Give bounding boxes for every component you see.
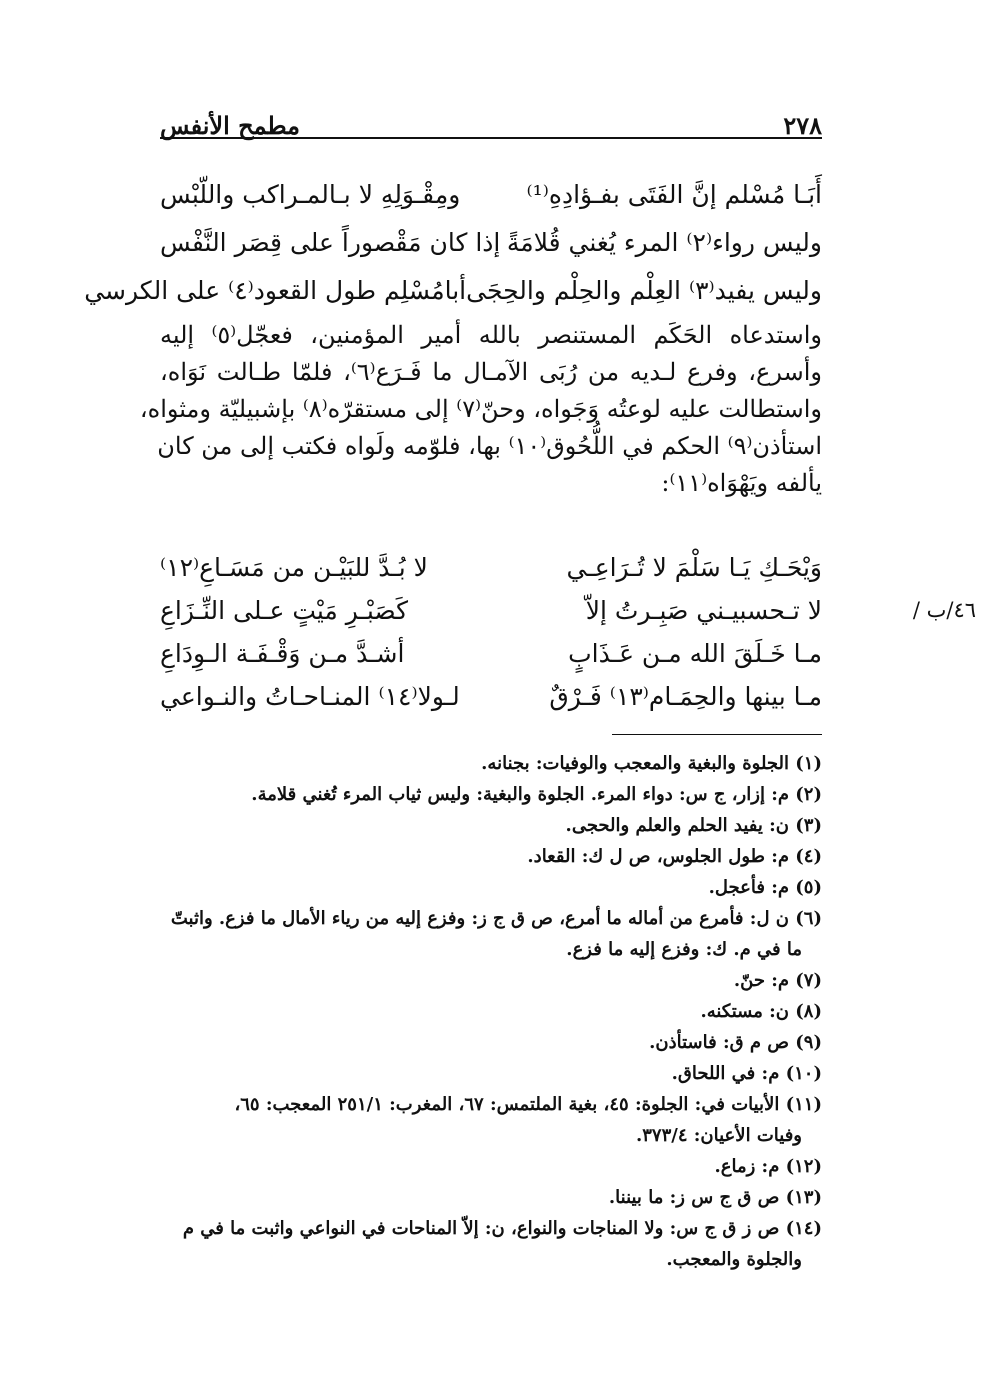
footnote: (٩) ص م ق: فاستأذن.: [649, 1032, 822, 1053]
footnote: (٥) م: فأعجل.: [708, 877, 822, 898]
prose-line: يألفه ويَهْوَاه⁽١١⁾:: [661, 469, 822, 497]
verse-line: [84, 276, 822, 324]
verse-second-hemistich: ومِقْـوَلِهِ لا بـالمـراكب واللّبْس: [160, 180, 461, 209]
verse-first-hemistich: وَيْحَـكِ يَـا سَلْمَ لا تُـرَاعِـي: [566, 553, 822, 582]
footnote: (٧) م: حنّ.: [733, 970, 822, 991]
footnote: (٨) ن: مستكنه.: [700, 1001, 822, 1022]
verse-second-hemistich: لا بُـدَّ للبَيْـن من مَسَـاعِ⁽١٢⁾: [160, 553, 428, 582]
prose-paragraph: [139, 321, 822, 506]
footnote-text: (١١) الأبيات في: الجلوة: ٤٥، بغية الملتمس: ٦٧، المغرب: ٢٥١/١ المعجب: ٦٥،: [234, 1094, 822, 1115]
verse-second-hemistich: أشـدَّ مـن وَقْـفَـة الـوِدَاعِ: [160, 639, 405, 668]
footnote: (٤) م: طول الجلوس، ص ل ك: القعاد.: [527, 846, 822, 867]
footnote: [160, 1213, 822, 1275]
footnote: (١) الجلوة والبغية والمعجب والوفيات: بجنانه.: [481, 753, 822, 774]
verse-line: [160, 596, 822, 639]
page-header: [160, 100, 822, 140]
verse-first-hemistich: مـا بينها والحِمَـام⁽١٣⁾ فَـرْقٌ: [549, 682, 822, 711]
footnote-continuation: ما في م. ك: وفزع إليه ما فزع.: [566, 939, 802, 960]
footnote: [160, 903, 822, 965]
verses-bottom: [160, 553, 822, 725]
header-rule: [160, 137, 822, 139]
footnote-text: (٦) ن ل: فأمرع من أماله ما أمرع، ص ق ج ز: وفزع إليه من رياء الأمال ما فزع. واثبتّ: [170, 908, 822, 929]
verse-line: [160, 639, 822, 682]
verse-line: [160, 228, 822, 276]
verse-second-hemistich: إذا كان مَقْصوراً على قِصَر النَّفْس: [160, 228, 501, 257]
prose-line: واستطالت عليه لوعتُه وَجَواه، وحنّ⁽٧⁾ إلى مستقرّه⁽٨⁾ بإشبيليّة ومثواه،: [139, 395, 822, 423]
prose-line: وأسرع، وفرع لـديه من رُبَى الآمـال ما فَـرَع⁽٦⁾، فلمّا طـالت نَوَاه،: [160, 358, 822, 386]
verse-first-hemistich: لا تـحسبيـني صَبِـرتُ إلاّ: [585, 596, 822, 625]
footnote-continuation: والجلوة والمعجب.: [666, 1249, 802, 1270]
verse-first-hemistich: مـا خَـلَقَ الله مـن عَـذَابٍ: [568, 639, 822, 668]
margin-folio-note: ٤٦/ب /: [912, 598, 976, 622]
verse-line: [160, 180, 822, 228]
verse-second-hemistich: لـولا⁽١٤⁾ المنـاحـاتُ والنـواعي: [160, 682, 460, 711]
footnotes: [160, 748, 822, 1275]
footnote: (١٠) م: في اللحاق.: [671, 1063, 822, 1084]
footnote: (١٣) ص ق ج س ز: ما بيننا.: [608, 1187, 822, 1208]
verse-line: [160, 682, 822, 725]
footnote: [160, 1089, 822, 1151]
prose-line: واستدعاه الحَكَم المستنصر بالله أمير المؤمنين، فعجّل⁽٥⁾ إليه: [160, 321, 822, 349]
footnote: (١٢) م: زماع.: [714, 1156, 822, 1177]
verse-first-hemistich: أَبَـا مُسْلم إنَّ الفَتَى بفـؤادِهِ⁽¹⁾: [526, 180, 822, 209]
footnote: (٢) م: إزار، ج س: دواء المرء. الجلوة والبغية: وليس ثياب المرء تُغني قلامة.: [251, 784, 822, 805]
book-title: مطمح الأنفس: [160, 111, 301, 140]
verse-second-hemistich: أبامُسْلِم طول القعود⁽٤⁾ على الكرسي: [84, 276, 467, 305]
footnote-text: (١٤) ص ز ق ج س: ولا المناجات والنواع، ن: إلاّ المناحات في النواعي واثبت ما في م: [182, 1218, 822, 1239]
page-number: ٢٧٨: [783, 111, 822, 140]
verse-first-hemistich: وليس رواء⁽٢⁾ المرء يُغني قُلامَةً: [506, 228, 822, 257]
prose-line: استأذن⁽٩⁾ الحكم في اللُّحُوق⁽١٠⁾ بها، فلوّمه ولَواه فكتب إلى من كان: [157, 432, 822, 460]
footnote: (٣) ن: يفيد الحلم والعلم والحجى.: [565, 815, 822, 836]
footnote-continuation: وفيات الأعيان: ٣٧٣/٤.: [635, 1125, 802, 1146]
footnote-separator: [612, 734, 822, 735]
verse-line: [160, 553, 822, 596]
verse-second-hemistich: كَصَبْـرِ مَيْتٍ عـلى النِّـزَاعِ: [160, 596, 409, 625]
verses-top: [84, 180, 822, 324]
verse-first-hemistich: وليس يفيد⁽٣⁾ العِلْم والحِلْم والحِجَى: [466, 276, 822, 305]
